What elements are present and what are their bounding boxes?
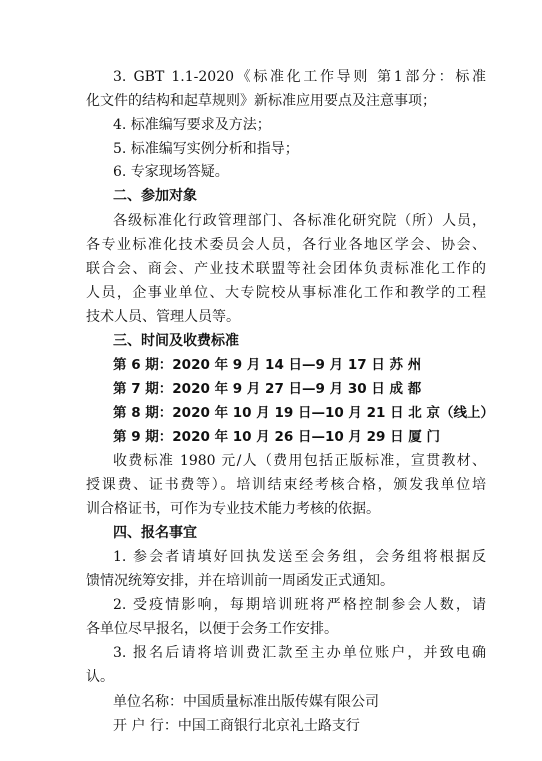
section-4-heading: 四、报名事宜 <box>113 525 197 541</box>
registration-3-line-2: 认。 <box>86 669 114 685</box>
section-2-line-5: 技术人员、管理人员等。 <box>86 309 240 325</box>
fee-line-3: 训合格证书，可作为专业技术能力考核的依据。 <box>86 501 380 517</box>
section-2-line-3: 联合会、商会、产业技术联盟等社会团体负责标准化工作的 <box>86 261 486 277</box>
fee-line-1: 收费标准 1980 元/人（费用包括正版标准，宣贯教材、 <box>113 453 486 469</box>
account-bank: 开 户 行：中国工商银行北京礼士路支行 <box>113 718 360 734</box>
list-item-4: 4. 标准编写要求及方法； <box>113 117 271 133</box>
list-item-3-line-2: 化文件的结构和起草规则》新标准应用要点及注意事项； <box>86 93 436 109</box>
list-item-3-line-1: 3. GBT 1.1-2020《标准化工作导则 第1部分：标准 <box>113 69 486 85</box>
section-2-line-2: 各专业标准化技术委员会人员，各行业各地区学会、协会、 <box>86 237 486 253</box>
list-item-6: 6. 专家现场答疑。 <box>113 164 229 180</box>
registration-2-line-2: 各单位尽早报名，以便于会务工作安排。 <box>86 621 338 637</box>
registration-1-line-2: 馈情况统筹安排，并在培训前一周函发正式通知。 <box>86 573 394 589</box>
section-2-line-4: 人员，企事业单位、大专院校从事标准化工作和教学的工程 <box>86 285 486 301</box>
section-2-heading: 二、参加对象 <box>113 188 197 204</box>
section-3-heading: 三、时间及收费标准 <box>113 333 239 349</box>
session-8: 第 8 期：2020 年 10 月 19 日—10 月 21 日 北 京（线上） <box>113 405 495 421</box>
registration-1-line-1: 1. 参会者请填好回执发送至会务组，会务组将根据反 <box>113 549 486 565</box>
fee-line-2: 授课费、证书费等）。培训结束经考核合格，颁发我单位培 <box>86 477 486 493</box>
session-9: 第 9 期：2020 年 10 月 26 日—10 月 29 日 厦 门 <box>113 429 441 445</box>
session-6: 第 6 期：2020 年 9 月 14 日—9 月 17 日 苏 州 <box>113 357 422 373</box>
account-unit-name: 单位名称：中国质量标准出版传媒有限公司 <box>113 694 379 710</box>
registration-2-line-1: 2. 受疫情影响，每期培训班将严格控制参会人数，请 <box>113 597 486 613</box>
registration-3-line-1: 3. 报名后请将培训费汇款至主办单位账户，并致电确 <box>113 645 486 661</box>
session-7: 第 7 期：2020 年 9 月 27 日—9 月 30 日 成 都 <box>113 381 422 397</box>
list-item-5: 5. 标准编写实例分析和指导； <box>113 141 299 157</box>
section-2-line-1: 各级标准化行政管理部门、各标准化研究院（所）人员， <box>113 213 486 229</box>
